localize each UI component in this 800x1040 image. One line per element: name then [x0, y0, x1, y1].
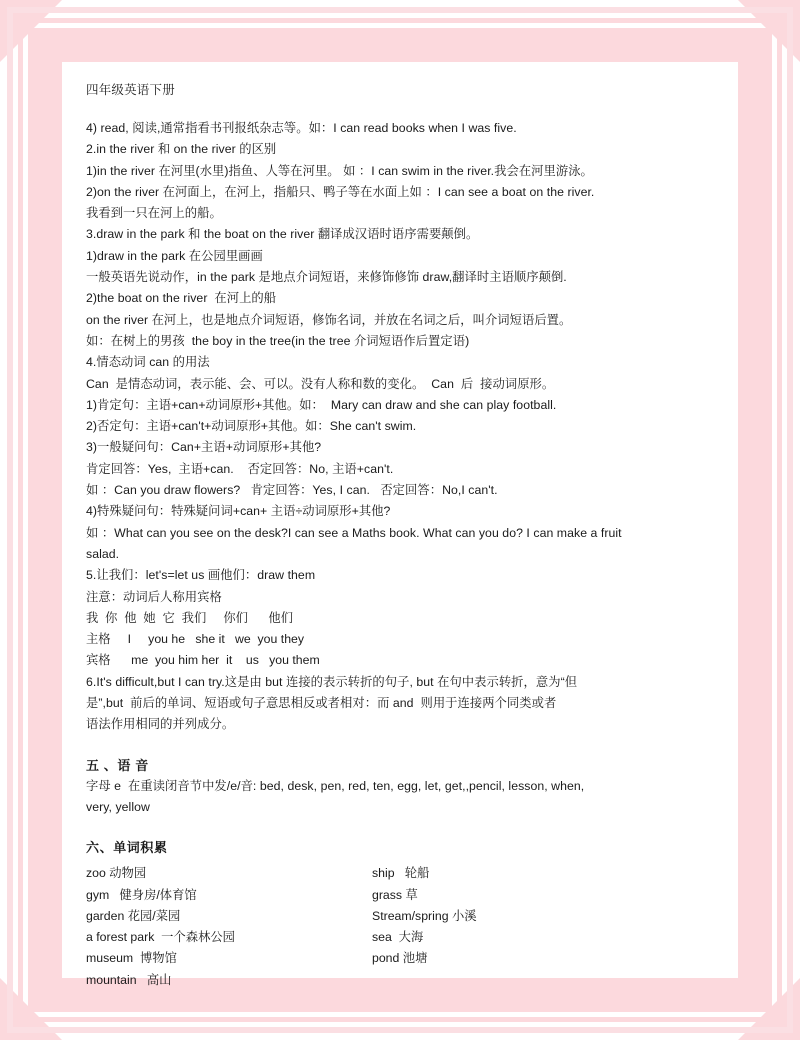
vocabulary-item: grass 草 — [372, 887, 418, 902]
note-line: 2)否定句：主语+can't+动词原形+其他。如：She can't swim. — [86, 419, 417, 434]
vocabulary-item: garden 花园/菜园 — [86, 908, 181, 923]
note-line: 5.让我们：let's=let us 画他们：draw them — [86, 568, 316, 583]
vocabulary-column-right — [372, 863, 712, 991]
note-line: Can 是情态动词，表示能、会、可以。没有人称和数的变化。 Can 后 接动词原形。 — [86, 376, 555, 391]
note-line: 语法作用相同的并列成分。 — [86, 717, 235, 732]
note-line: 一般英语先说动作，in the park 是地点介词短语，来修饰修饰 draw,翻译时主语顺序颠倒. — [86, 270, 567, 285]
vocabulary-item: gym 健身房/体育馆 — [86, 887, 197, 902]
vocabulary-item: museum 博物馆 — [86, 951, 177, 966]
note-line: 2)the boat on the river 在河上的船 — [86, 291, 277, 306]
note-line: 1)肯定句：主语+can+动词原形+其他。如： Mary can draw and she can play football. — [86, 397, 557, 412]
section-phonics — [86, 755, 712, 819]
note-line: 我看到一只在河上的船。 — [86, 206, 222, 221]
conjunction-notes-block — [86, 672, 712, 736]
frame-corner-top-left — [0, 0, 62, 62]
vocabulary-item: a forest park 一个森林公园 — [86, 930, 235, 945]
vocabulary-item: mountain 高山 — [86, 972, 172, 987]
note-line: on the river 在河上，也是地点介词短语，修饰名词，并放在名词之后，叫介词短语后置。 — [86, 312, 572, 327]
note-line: 2.in the river 和 on the river 的区别 — [86, 142, 277, 157]
section-phonics-heading: 五 、语 音 — [86, 757, 149, 773]
phonics-line: very, yellow — [86, 799, 150, 814]
document-page — [66, 66, 734, 987]
pronoun-row-subjective: 主格 I you he she it we you they — [86, 632, 305, 647]
vocabulary-item: pond 池塘 — [372, 951, 428, 966]
note-line: 6.It's difficult,but I can try.这是由 but 连接的表示转折的句子, but 在句中表示转折，意为“但 — [86, 674, 578, 689]
note-line: 2)on the river 在河面上，在河上，指船只、鸭子等在水面上如 ：I can see a boat on the river. — [86, 184, 595, 199]
vocabulary-columns — [86, 863, 712, 991]
pronoun-table — [86, 608, 712, 672]
vocabulary-item: sea 大海 — [372, 930, 424, 945]
note-line: salad. — [86, 546, 120, 561]
note-line: 4)特殊疑问句：特殊疑问词+can+ 主语÷动词原形+其他? — [86, 504, 391, 519]
note-line: 1)draw in the park 在公园里画画 — [86, 248, 263, 263]
vocabulary-column-left — [86, 863, 372, 991]
vocabulary-item: ship 轮船 — [372, 866, 430, 881]
note-line: 3)一般疑问句：Can+主语+动词原形+其他? — [86, 440, 322, 455]
note-line: 如：在树上的男孩 the boy in the tree(in the tree 介词短语作后置定语) — [86, 333, 470, 348]
pronoun-row-objective: 宾格 me you him her it us you them — [86, 653, 320, 668]
vocabulary-item: Stream/spring 小溪 — [372, 908, 477, 923]
grammar-notes-block — [86, 118, 712, 608]
frame-corner-bottom-left — [0, 978, 62, 1040]
note-line: 是”,but 前后的单词、短语或句子意思相反或者相对：而 and 则用于连接两个同类或者 — [86, 696, 557, 711]
section-vocabulary-heading: 六、单词积累 — [86, 840, 168, 856]
frame-corner-bottom-right — [738, 978, 800, 1040]
note-line: 1)in the river 在河里(水里)指鱼、人等在河里。 如 ：I can swim in the river.我会在河里游泳。 — [86, 163, 593, 178]
pronoun-row-chinese: 我 你 他 她 它 我们 你们 他们 — [86, 610, 294, 625]
note-line: 如 ：What can you see on the desk?I can see a Maths book. What can you do? I can make a fruit — [86, 525, 622, 540]
note-line: 3.draw in the park 和 the boat on the river 翻译成汉语时语序需要颠倒。 — [86, 227, 479, 242]
section-spacer — [86, 818, 712, 837]
vocabulary-item: zoo 动物园 — [86, 866, 147, 881]
phonics-line: 字母 e 在重读闭音节中发/e/音: bed, desk, pen, red, ten, egg, let, get,,pencil, lesson, when, — [86, 778, 585, 793]
note-line: 如 ：Can you draw flowers? 肯定回答：Yes, I can. 否定回答：No,I can't. — [86, 483, 498, 498]
note-line: 4) read, 阅读,通常指看书刊报纸杂志等。如：I can read books when I was five. — [86, 121, 517, 135]
section-vocabulary — [86, 837, 712, 991]
frame-corner-top-right — [738, 0, 800, 62]
section-spacer — [86, 736, 712, 755]
document-body — [66, 66, 734, 991]
document-title: 四年级英语下册 — [86, 83, 175, 97]
note-line: 4.情态动词 can 的用法 — [86, 355, 210, 370]
note-line: 注意：动词后人称用宾格 — [86, 589, 222, 604]
note-line: 肯定回答：Yes, 主语+can. 否定回答：No, 主语+can't. — [86, 461, 394, 476]
